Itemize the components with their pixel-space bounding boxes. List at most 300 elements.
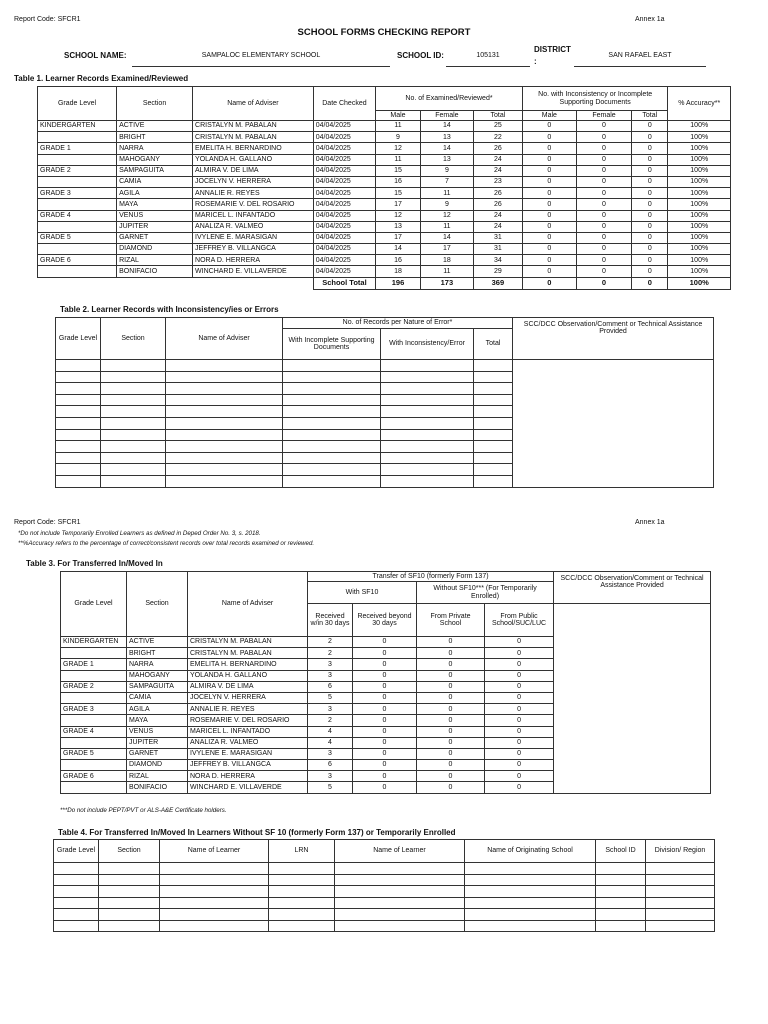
- empty-cell: [166, 464, 283, 476]
- table-cell: NORA D. HERRERA: [193, 255, 314, 266]
- table-cell: 2: [308, 715, 353, 726]
- table-cell: IVYLENE E. MARASIGAN: [188, 748, 308, 759]
- table-cell: 0: [632, 154, 668, 165]
- table-cell: RIZAL: [127, 771, 188, 782]
- table-cell: [38, 199, 117, 210]
- table-row: [38, 199, 731, 210]
- empty-cell: [166, 429, 283, 441]
- t2-header-observation: SCC/DCC Observation/Comment or Technical Assistance Provided: [513, 318, 714, 360]
- total-cell: 369: [473, 277, 522, 289]
- empty-cell: [646, 909, 715, 921]
- t4-header-school-id: School ID: [596, 840, 646, 863]
- table-cell: 14: [420, 232, 473, 243]
- empty-cell: [160, 897, 269, 909]
- t1-header-inc-male: Male: [522, 111, 576, 121]
- table-row: [61, 681, 711, 692]
- table-cell: ROSEMARIE V. DEL ROSARIO: [188, 715, 308, 726]
- empty-cell: [381, 417, 474, 429]
- t1-header-accuracy: % Accuracy**: [668, 87, 731, 121]
- empty-cell: [101, 452, 166, 464]
- empty-cell: [283, 417, 381, 429]
- table-cell: NORA D. HERRERA: [188, 771, 308, 782]
- total-cell: 100%: [668, 277, 731, 289]
- table-cell: 12: [376, 210, 421, 221]
- empty-cell: [160, 863, 269, 875]
- table-cell: 04/04/2025: [313, 199, 375, 210]
- page2-annex: Annex 1a: [635, 519, 665, 526]
- t3-header-with-sf10: With SF10: [308, 582, 417, 604]
- empty-cell: [56, 441, 101, 453]
- empty-cell: [474, 360, 513, 372]
- table-cell: JOCELYN V. HERRERA: [188, 692, 308, 703]
- table-cell: 0: [353, 637, 417, 648]
- empty-cell: [99, 874, 160, 886]
- empty-cell: [381, 441, 474, 453]
- table-cell: 2: [308, 637, 353, 648]
- district-value: SAN RAFAEL EAST: [574, 52, 706, 67]
- table1-caption: Table 1. Learner Records Examined/Reviewed: [14, 74, 189, 83]
- table-cell: 13: [420, 154, 473, 165]
- table-cell: 11: [420, 221, 473, 232]
- total-cell: 0: [632, 277, 668, 289]
- table-cell: IVYLENE E. MARASIGAN: [193, 232, 314, 243]
- table-cell: 15: [376, 165, 421, 176]
- table-row: [61, 771, 711, 782]
- table-cell: 0: [417, 782, 485, 793]
- table-cell: 0: [417, 692, 485, 703]
- table-cell: 04/04/2025: [313, 143, 375, 154]
- t3-header-observation: SCC/DCC Observation/Comment or Technical Assistance Provided: [554, 572, 711, 604]
- t1-header-total: Total: [473, 111, 522, 121]
- table-cell: 0: [485, 692, 554, 703]
- annex-label: Annex 1a: [635, 16, 665, 23]
- t4-header-learner-2: Name of Learner: [335, 840, 465, 863]
- table-cell: DIAMOND: [117, 244, 193, 255]
- table-cell: GRADE 3: [38, 188, 117, 199]
- table-cell: 0: [576, 188, 631, 199]
- table-row: [38, 176, 731, 187]
- table-cell: 17: [376, 199, 421, 210]
- table-cell: 11: [376, 121, 421, 132]
- empty-cell: [166, 383, 283, 395]
- page2-report-code: Report Code: SFCR1: [14, 519, 81, 526]
- table-cell: 2: [308, 648, 353, 659]
- empty-cell: [101, 417, 166, 429]
- table-cell: 0: [576, 266, 631, 277]
- empty-cell: [596, 874, 646, 886]
- observation-cell: [554, 648, 711, 659]
- table-cell: 0: [353, 648, 417, 659]
- table-cell: 100%: [668, 154, 731, 165]
- table-cell: 0: [632, 255, 668, 266]
- table-cell: 0: [632, 188, 668, 199]
- table-cell: 100%: [668, 266, 731, 277]
- table-cell: 0: [353, 748, 417, 759]
- table-row: [61, 637, 711, 648]
- empty-cell: [381, 360, 474, 372]
- table-cell: [61, 737, 127, 748]
- table-cell: 04/04/2025: [313, 210, 375, 221]
- table-cell: 0: [417, 771, 485, 782]
- table-cell: 0: [353, 681, 417, 692]
- table-cell: 12: [376, 143, 421, 154]
- observation-cell: [554, 670, 711, 681]
- t3-observation-area: [554, 604, 711, 637]
- table-cell: BONIFACIO: [117, 266, 193, 277]
- table-cell: 0: [522, 255, 576, 266]
- table-cell: GRADE 6: [61, 771, 127, 782]
- table-cell: CRISTALYN M. PABALAN: [188, 648, 308, 659]
- table4-caption: Table 4. For Transferred In/Moved In Learners Without SF 10 (formerly Form 137) or Temporarily Enrolled: [58, 828, 456, 837]
- observation-cell: [513, 360, 714, 488]
- table-cell: MAYA: [117, 199, 193, 210]
- empty-cell: [166, 371, 283, 383]
- empty-cell: [54, 863, 99, 875]
- empty-cell: [101, 383, 166, 395]
- empty-cell: [56, 417, 101, 429]
- empty-cell: [283, 371, 381, 383]
- table-cell: 11: [420, 188, 473, 199]
- empty-cell: [474, 441, 513, 453]
- table-cell: 0: [417, 760, 485, 771]
- table-cell: AGILA: [117, 188, 193, 199]
- table-cell: 0: [417, 648, 485, 659]
- table-cell: RIZAL: [117, 255, 193, 266]
- table-cell: 17: [376, 232, 421, 243]
- empty-cell: [335, 886, 465, 898]
- table2: [55, 317, 714, 488]
- empty-cell: [465, 863, 596, 875]
- table-cell: 31: [473, 232, 522, 243]
- table-cell: YOLANDA H. GALLANO: [188, 670, 308, 681]
- table-cell: 0: [485, 760, 554, 771]
- table-cell: NARRA: [127, 659, 188, 670]
- table-cell: 04/04/2025: [313, 121, 375, 132]
- table-cell: 16: [376, 255, 421, 266]
- empty-cell: [160, 920, 269, 932]
- empty-cell: [56, 464, 101, 476]
- table-cell: 0: [576, 143, 631, 154]
- table-cell: 0: [522, 143, 576, 154]
- blank-cell: [38, 277, 117, 289]
- empty-cell: [269, 863, 335, 875]
- table-cell: ALMIRA V. DE LIMA: [188, 681, 308, 692]
- empty-cell: [465, 874, 596, 886]
- empty-cell: [54, 909, 99, 921]
- table-cell: 0: [485, 715, 554, 726]
- table-row: [38, 121, 731, 132]
- table3-note: ***Do not include PEPT/PVT or ALS-A&E Certificate holders.: [60, 807, 227, 814]
- empty-cell: [381, 452, 474, 464]
- empty-cell: [54, 874, 99, 886]
- table-cell: VENUS: [117, 210, 193, 221]
- table-cell: 13: [420, 132, 473, 143]
- empty-cell: [646, 920, 715, 932]
- table-cell: 11: [376, 154, 421, 165]
- table-cell: 0: [632, 244, 668, 255]
- t2-header-incomplete: With Incomplete Supporting Documents: [283, 329, 381, 360]
- table-cell: 18: [420, 255, 473, 266]
- table-cell: 0: [417, 715, 485, 726]
- table-cell: [61, 715, 127, 726]
- empty-cell: [474, 464, 513, 476]
- table-cell: 0: [417, 659, 485, 670]
- empty-cell: [160, 886, 269, 898]
- table-row: [61, 748, 711, 759]
- table-cell: [38, 266, 117, 277]
- empty-cell: [166, 394, 283, 406]
- t1-header-male: Male: [376, 111, 421, 121]
- t4-header-grade: Grade Level: [54, 840, 99, 863]
- table-cell: 13: [376, 221, 421, 232]
- empty-cell: [474, 394, 513, 406]
- empty-cell: [474, 383, 513, 395]
- table1: [37, 86, 731, 290]
- table-cell: BRIGHT: [117, 132, 193, 143]
- table-cell: 0: [353, 726, 417, 737]
- empty-cell: [596, 909, 646, 921]
- blank-cell: [117, 277, 193, 289]
- table-cell: 04/04/2025: [313, 266, 375, 277]
- table-cell: 0: [485, 782, 554, 793]
- table-cell: 9: [376, 132, 421, 143]
- table-cell: JOCELYN V. HERRERA: [193, 176, 314, 187]
- total-cell: 196: [376, 277, 421, 289]
- table-cell: 0: [576, 199, 631, 210]
- table-cell: 100%: [668, 188, 731, 199]
- table-cell: 31: [473, 244, 522, 255]
- table-cell: 0: [576, 244, 631, 255]
- t3-header-section: Section: [127, 572, 188, 637]
- empty-cell: [101, 360, 166, 372]
- empty-cell: [269, 874, 335, 886]
- table-cell: 0: [353, 659, 417, 670]
- table-cell: 25: [473, 121, 522, 132]
- empty-cell: [474, 452, 513, 464]
- table-row: [38, 132, 731, 143]
- table-cell: ANALIZA R. VALMEO: [193, 221, 314, 232]
- observation-cell: [554, 782, 711, 793]
- empty-cell: [56, 406, 101, 418]
- table-cell: 26: [473, 188, 522, 199]
- empty-cell: [56, 383, 101, 395]
- table-cell: BONIFACIO: [127, 782, 188, 793]
- table-cell: 04/04/2025: [313, 188, 375, 199]
- table-cell: 100%: [668, 165, 731, 176]
- table-cell: 18: [376, 266, 421, 277]
- table-cell: 24: [473, 210, 522, 221]
- table-cell: 0: [522, 221, 576, 232]
- empty-cell: [474, 417, 513, 429]
- table-cell: EMELITA H. BERNARDINO: [193, 143, 314, 154]
- empty-cell: [465, 886, 596, 898]
- table-cell: 34: [473, 255, 522, 266]
- table-cell: MARICEL L. INFANTADO: [188, 726, 308, 737]
- district-colon: :: [534, 57, 537, 66]
- empty-cell: [646, 874, 715, 886]
- table-cell: ALMIRA V. DE LIMA: [193, 165, 314, 176]
- empty-cell: [56, 360, 101, 372]
- empty-cell: [269, 886, 335, 898]
- table-cell: GRADE 2: [38, 165, 117, 176]
- table4: [53, 839, 715, 932]
- empty-cell: [474, 371, 513, 383]
- table2-caption: Table 2. Learner Records with Inconsistency/ies or Errors: [60, 305, 279, 314]
- t3-header-grade: Grade Level: [61, 572, 127, 637]
- observation-cell: [554, 737, 711, 748]
- observation-cell: [554, 748, 711, 759]
- table-cell: 100%: [668, 143, 731, 154]
- table-cell: KINDERGARTEN: [38, 121, 117, 132]
- t4-header-learner: Name of Learner: [160, 840, 269, 863]
- table-row: [61, 659, 711, 670]
- table-cell: MAHOGANY: [127, 670, 188, 681]
- table-cell: 0: [632, 176, 668, 187]
- table-cell: GRADE 6: [38, 255, 117, 266]
- table-cell: [38, 221, 117, 232]
- table-cell: 0: [485, 659, 554, 670]
- total-cell: 0: [576, 277, 631, 289]
- table-row: [54, 897, 715, 909]
- table-cell: 14: [376, 244, 421, 255]
- table-row: [54, 863, 715, 875]
- total-cell: 173: [420, 277, 473, 289]
- table-cell: JUPITER: [117, 221, 193, 232]
- table-cell: DIAMOND: [127, 760, 188, 771]
- table-row: [38, 210, 731, 221]
- empty-cell: [646, 863, 715, 875]
- empty-cell: [269, 897, 335, 909]
- table-cell: 04/04/2025: [313, 232, 375, 243]
- table-cell: 4: [308, 737, 353, 748]
- empty-cell: [646, 897, 715, 909]
- t3-header-received-beyond: Received beyond 30 days: [353, 604, 417, 637]
- table-cell: 0: [576, 232, 631, 243]
- table-cell: 0: [485, 771, 554, 782]
- table-cell: 04/04/2025: [313, 255, 375, 266]
- t4-header-section: Section: [99, 840, 160, 863]
- total-cell: 0: [522, 277, 576, 289]
- table-cell: 0: [632, 232, 668, 243]
- table-cell: BRIGHT: [127, 648, 188, 659]
- empty-cell: [56, 394, 101, 406]
- table-cell: CRISTALYN M. PABALAN: [188, 637, 308, 648]
- table-cell: 0: [522, 121, 576, 132]
- table-cell: 3: [308, 659, 353, 670]
- empty-cell: [160, 909, 269, 921]
- t2-header-section: Section: [101, 318, 166, 360]
- empty-cell: [465, 920, 596, 932]
- table-cell: 6: [308, 760, 353, 771]
- table-cell: 0: [353, 670, 417, 681]
- table-cell: 0: [353, 704, 417, 715]
- table-row: [61, 648, 711, 659]
- t1-header-grade: Grade Level: [38, 87, 117, 121]
- table-cell: 0: [485, 748, 554, 759]
- t2-header-nature: No. of Records per Nature of Error*: [283, 318, 513, 329]
- table-cell: 100%: [668, 244, 731, 255]
- table-cell: GRADE 1: [61, 659, 127, 670]
- note-accuracy: **%Accuracy refers to the percentage of correct/consistent records over total records examined or reviewed.: [18, 540, 315, 547]
- t4-header-division: Division/ Region: [646, 840, 715, 863]
- table-cell: 0: [522, 232, 576, 243]
- table3: [60, 571, 711, 794]
- table-cell: 0: [353, 692, 417, 703]
- empty-cell: [166, 360, 283, 372]
- t3-header-transfer: Transfer of SF10 (formerly Form 137): [308, 572, 554, 582]
- table-cell: 0: [417, 748, 485, 759]
- table-row: [61, 715, 711, 726]
- table-cell: ANNALIE R. REYES: [188, 704, 308, 715]
- table-row: [54, 909, 715, 921]
- empty-cell: [596, 886, 646, 898]
- empty-cell: [646, 886, 715, 898]
- table-cell: 23: [473, 176, 522, 187]
- t3-header-adviser: Name of Adviser: [188, 572, 308, 637]
- observation-cell: [554, 704, 711, 715]
- table-row: [61, 670, 711, 681]
- empty-cell: [283, 429, 381, 441]
- table-cell: 0: [632, 266, 668, 277]
- observation-cell: [554, 771, 711, 782]
- empty-cell: [283, 394, 381, 406]
- t3-header-public: From Public School/SUC/LUC: [485, 604, 554, 637]
- table-cell: 0: [485, 681, 554, 692]
- table-cell: 16: [376, 176, 421, 187]
- table-cell: EMELITA H. BERNARDINO: [188, 659, 308, 670]
- table-row: [56, 360, 714, 372]
- empty-cell: [269, 920, 335, 932]
- table-cell: GRADE 5: [61, 748, 127, 759]
- table-cell: WINCHARD E. VILLAVERDE: [193, 266, 314, 277]
- table-cell: 100%: [668, 176, 731, 187]
- table-cell: SAMPAGUITA: [117, 165, 193, 176]
- table-cell: 0: [353, 771, 417, 782]
- table-cell: GRADE 5: [38, 232, 117, 243]
- table-cell: 4: [308, 726, 353, 737]
- table-cell: ANALIZA R. VALMEO: [188, 737, 308, 748]
- table-row: [61, 760, 711, 771]
- empty-cell: [335, 863, 465, 875]
- table-cell: 0: [522, 132, 576, 143]
- empty-cell: [101, 429, 166, 441]
- table-cell: 0: [417, 737, 485, 748]
- empty-cell: [166, 441, 283, 453]
- table-cell: 22: [473, 132, 522, 143]
- table-row: [61, 726, 711, 737]
- empty-cell: [56, 452, 101, 464]
- table-cell: [38, 244, 117, 255]
- t1-header-date: Date Checked: [313, 87, 375, 121]
- table-cell: 0: [417, 726, 485, 737]
- table-cell: 04/04/2025: [313, 221, 375, 232]
- table-cell: 0: [485, 648, 554, 659]
- empty-cell: [335, 920, 465, 932]
- table-cell: 0: [353, 737, 417, 748]
- table-cell: 9: [420, 165, 473, 176]
- table-cell: KINDERGARTEN: [61, 637, 127, 648]
- table-row-total: [38, 277, 731, 289]
- empty-cell: [381, 383, 474, 395]
- observation-cell: [554, 715, 711, 726]
- school-id-value: 105131: [446, 52, 530, 67]
- table-cell: 5: [308, 782, 353, 793]
- t3-header-received-30: Received w/in 30 days: [308, 604, 353, 637]
- empty-cell: [99, 886, 160, 898]
- empty-cell: [166, 406, 283, 418]
- table-cell: 9: [420, 199, 473, 210]
- table-cell: 24: [473, 165, 522, 176]
